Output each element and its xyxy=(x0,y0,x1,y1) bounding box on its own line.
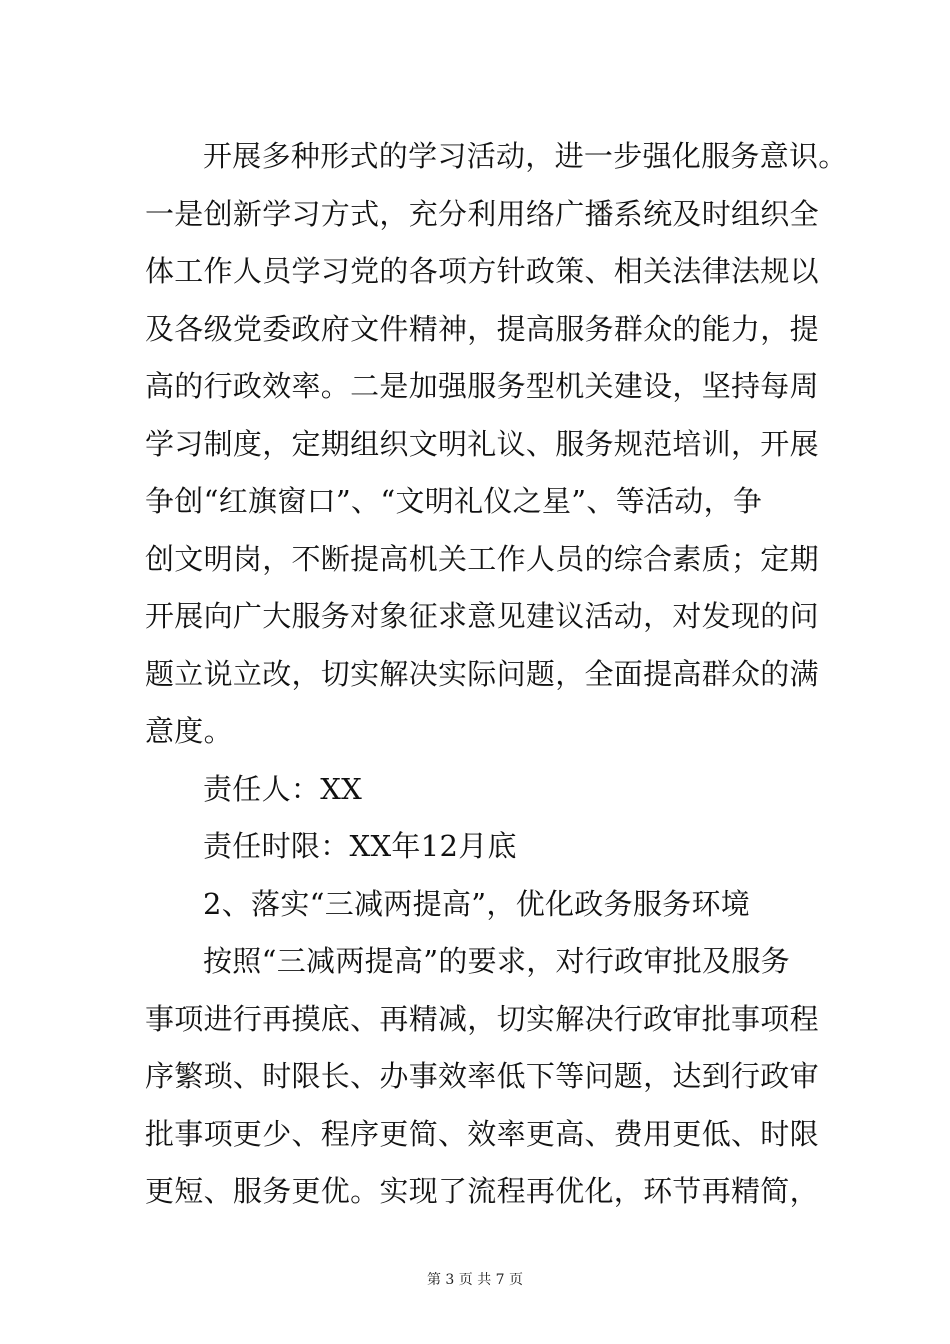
paragraph-line: 一是创新学习方式，充分利用络广播系统及时组织全 xyxy=(145,196,819,231)
paragraph-line: 题立说立改，切实解决实际问题，全面提高群众的满 xyxy=(145,656,819,691)
paragraph-line: 及各级党委政府文件精神，提高服务群众的能力，提 xyxy=(145,311,819,346)
page-number-footer: 第 3 页 共 7 页 xyxy=(426,1272,524,1288)
deadline: 责任时限：XX年12月底 xyxy=(203,829,517,863)
paragraph-line: 开展向广大服务对象征求意见建议活动，对发现的问 xyxy=(145,599,819,633)
paragraph-line: 意度。 xyxy=(145,714,233,748)
paragraph-line: 事项进行再摸底、再精减，切实解决行政审批事项程 xyxy=(145,1001,819,1036)
paragraph-line: 学习制度，定期组织文明礼议、服务规范培训，开展 xyxy=(145,426,819,461)
paragraph-line: 高的行政效率。二是加强服务型机关建设，坚持每周 xyxy=(145,369,819,403)
paragraph-line: 批事项更少、程序更简、效率更高、费用更低、时限 xyxy=(145,1116,819,1151)
paragraph-line: 开展多种形式的学习活动，进一步强化服务意识。 xyxy=(203,139,848,173)
responsible-person: 责任人：XX xyxy=(203,771,363,806)
paragraph-line: 序繁琐、时限长、办事效率低下等问题，达到行政审 xyxy=(145,1059,819,1093)
paragraph-line: 按照“三减两提高”的要求，对行政审批及服务 xyxy=(203,944,790,978)
body-text xyxy=(145,128,848,1221)
paragraph-line: 争创“红旗窗口”、“文明礼仪之星”、等活动，争 xyxy=(145,484,763,518)
paragraph-line: 体工作人员学习党的各项方针政策、相关法律法规以 xyxy=(145,254,819,288)
section-heading: 2、落实“三减两提高”，优化政务服务环境 xyxy=(203,886,751,921)
paragraph-line: 更短、服务更优。实现了流程再优化，环节再精简， xyxy=(145,1174,819,1208)
paragraph-line: 创文明岗，不断提高机关工作人员的综合素质；定期 xyxy=(145,541,819,576)
